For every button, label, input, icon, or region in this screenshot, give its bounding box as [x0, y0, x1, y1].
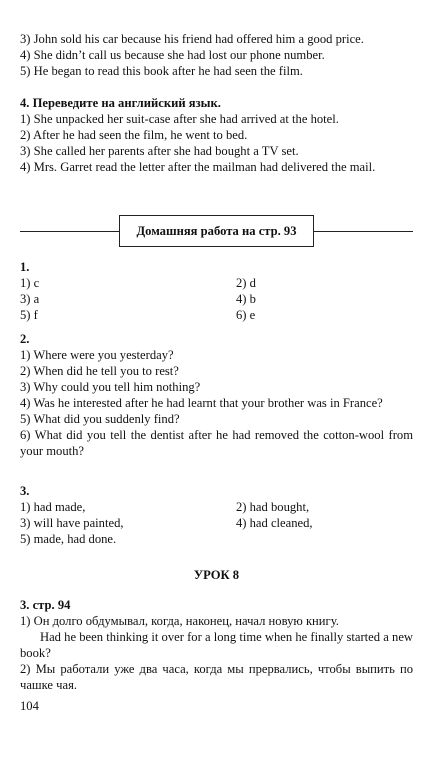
exercise-3-title: 3. стр. 94 [20, 598, 71, 612]
lesson-heading: УРОК 8 [193, 568, 240, 582]
homework-heading-bar [20, 215, 413, 249]
answer-line: 5) He began to read this book after he had seen the film. [20, 64, 303, 78]
answer-row [20, 307, 413, 323]
page-number: 104 [20, 699, 39, 713]
answer-row [20, 515, 413, 531]
divider [314, 231, 413, 232]
question-line: 3) Why could you tell him nothing? [20, 380, 201, 394]
english-line: Had he been thinking it over for a long time when he finally started a new book? [20, 630, 413, 660]
homework-2-title: 2. [20, 332, 30, 346]
homework-1-title: 1. [20, 260, 30, 274]
answer-line: 4) She didn’t call us because she had lost our phone number. [20, 48, 325, 62]
exercise-4-line: 4) Mrs. Garret read the letter after the mailman had delivered the mail. [20, 160, 376, 174]
answer-cell: 2) d [236, 276, 256, 290]
answer-line: 5) made, had done. [20, 532, 117, 546]
question-line: 2) When did he tell you to rest? [20, 364, 179, 378]
top-answers [20, 31, 413, 79]
answer-cell: 4) b [236, 292, 256, 306]
answer-cell: 2) had bought, [236, 500, 310, 514]
exercise-4-line: 3) She called her parents after she had bought a TV set. [20, 144, 299, 158]
answer-row [20, 291, 413, 307]
answer-cell: 5) f [20, 308, 38, 322]
answer-row [20, 275, 413, 291]
answer-line: 3) John sold his car because his friend had offered him a good price. [20, 32, 364, 46]
answer-row [20, 499, 413, 515]
exercise-4-line: 1) She unpacked her suit-case after she had arrived at the hotel. [20, 112, 339, 126]
exercise-4 [20, 95, 413, 175]
homework-1 [20, 259, 413, 323]
exercise-3 [20, 597, 413, 693]
question-line: 5) What did you suddenly find? [20, 412, 180, 426]
homework-3 [20, 483, 413, 547]
russian-line: 2) Мы работали уже два часа, когда мы прервались, чтобы выпить по чашке чая. [20, 662, 413, 692]
russian-line: 1) Он долго обдумывал, когда, наконец, начал новую книгу. [20, 614, 339, 628]
answer-cell: 1) had made, [20, 500, 86, 514]
question-line: 4) Was he interested after he had learnt that your brother was in France? [20, 396, 383, 410]
answer-cell: 4) had cleaned, [236, 516, 313, 530]
answer-cell: 6) e [236, 308, 256, 322]
exercise-4-line: 2) After he had seen the film, he went to bed. [20, 128, 248, 142]
homework-3-title: 3. [20, 484, 30, 498]
answer-cell: 3) a [20, 292, 40, 306]
divider [20, 231, 119, 232]
exercise-4-title: 4. Переведите на английский язык. [20, 96, 221, 110]
answer-cell: 3) will have painted, [20, 516, 124, 530]
question-line: 6) What did you tell the dentist after he had removed the cotton-wool from your mouth? [20, 428, 413, 458]
answer-cell: 1) c [20, 276, 40, 290]
homework-2 [20, 331, 413, 459]
question-line: 1) Where were you yesterday? [20, 348, 174, 362]
homework-heading: Домашняя работа на стр. 93 [119, 215, 314, 247]
